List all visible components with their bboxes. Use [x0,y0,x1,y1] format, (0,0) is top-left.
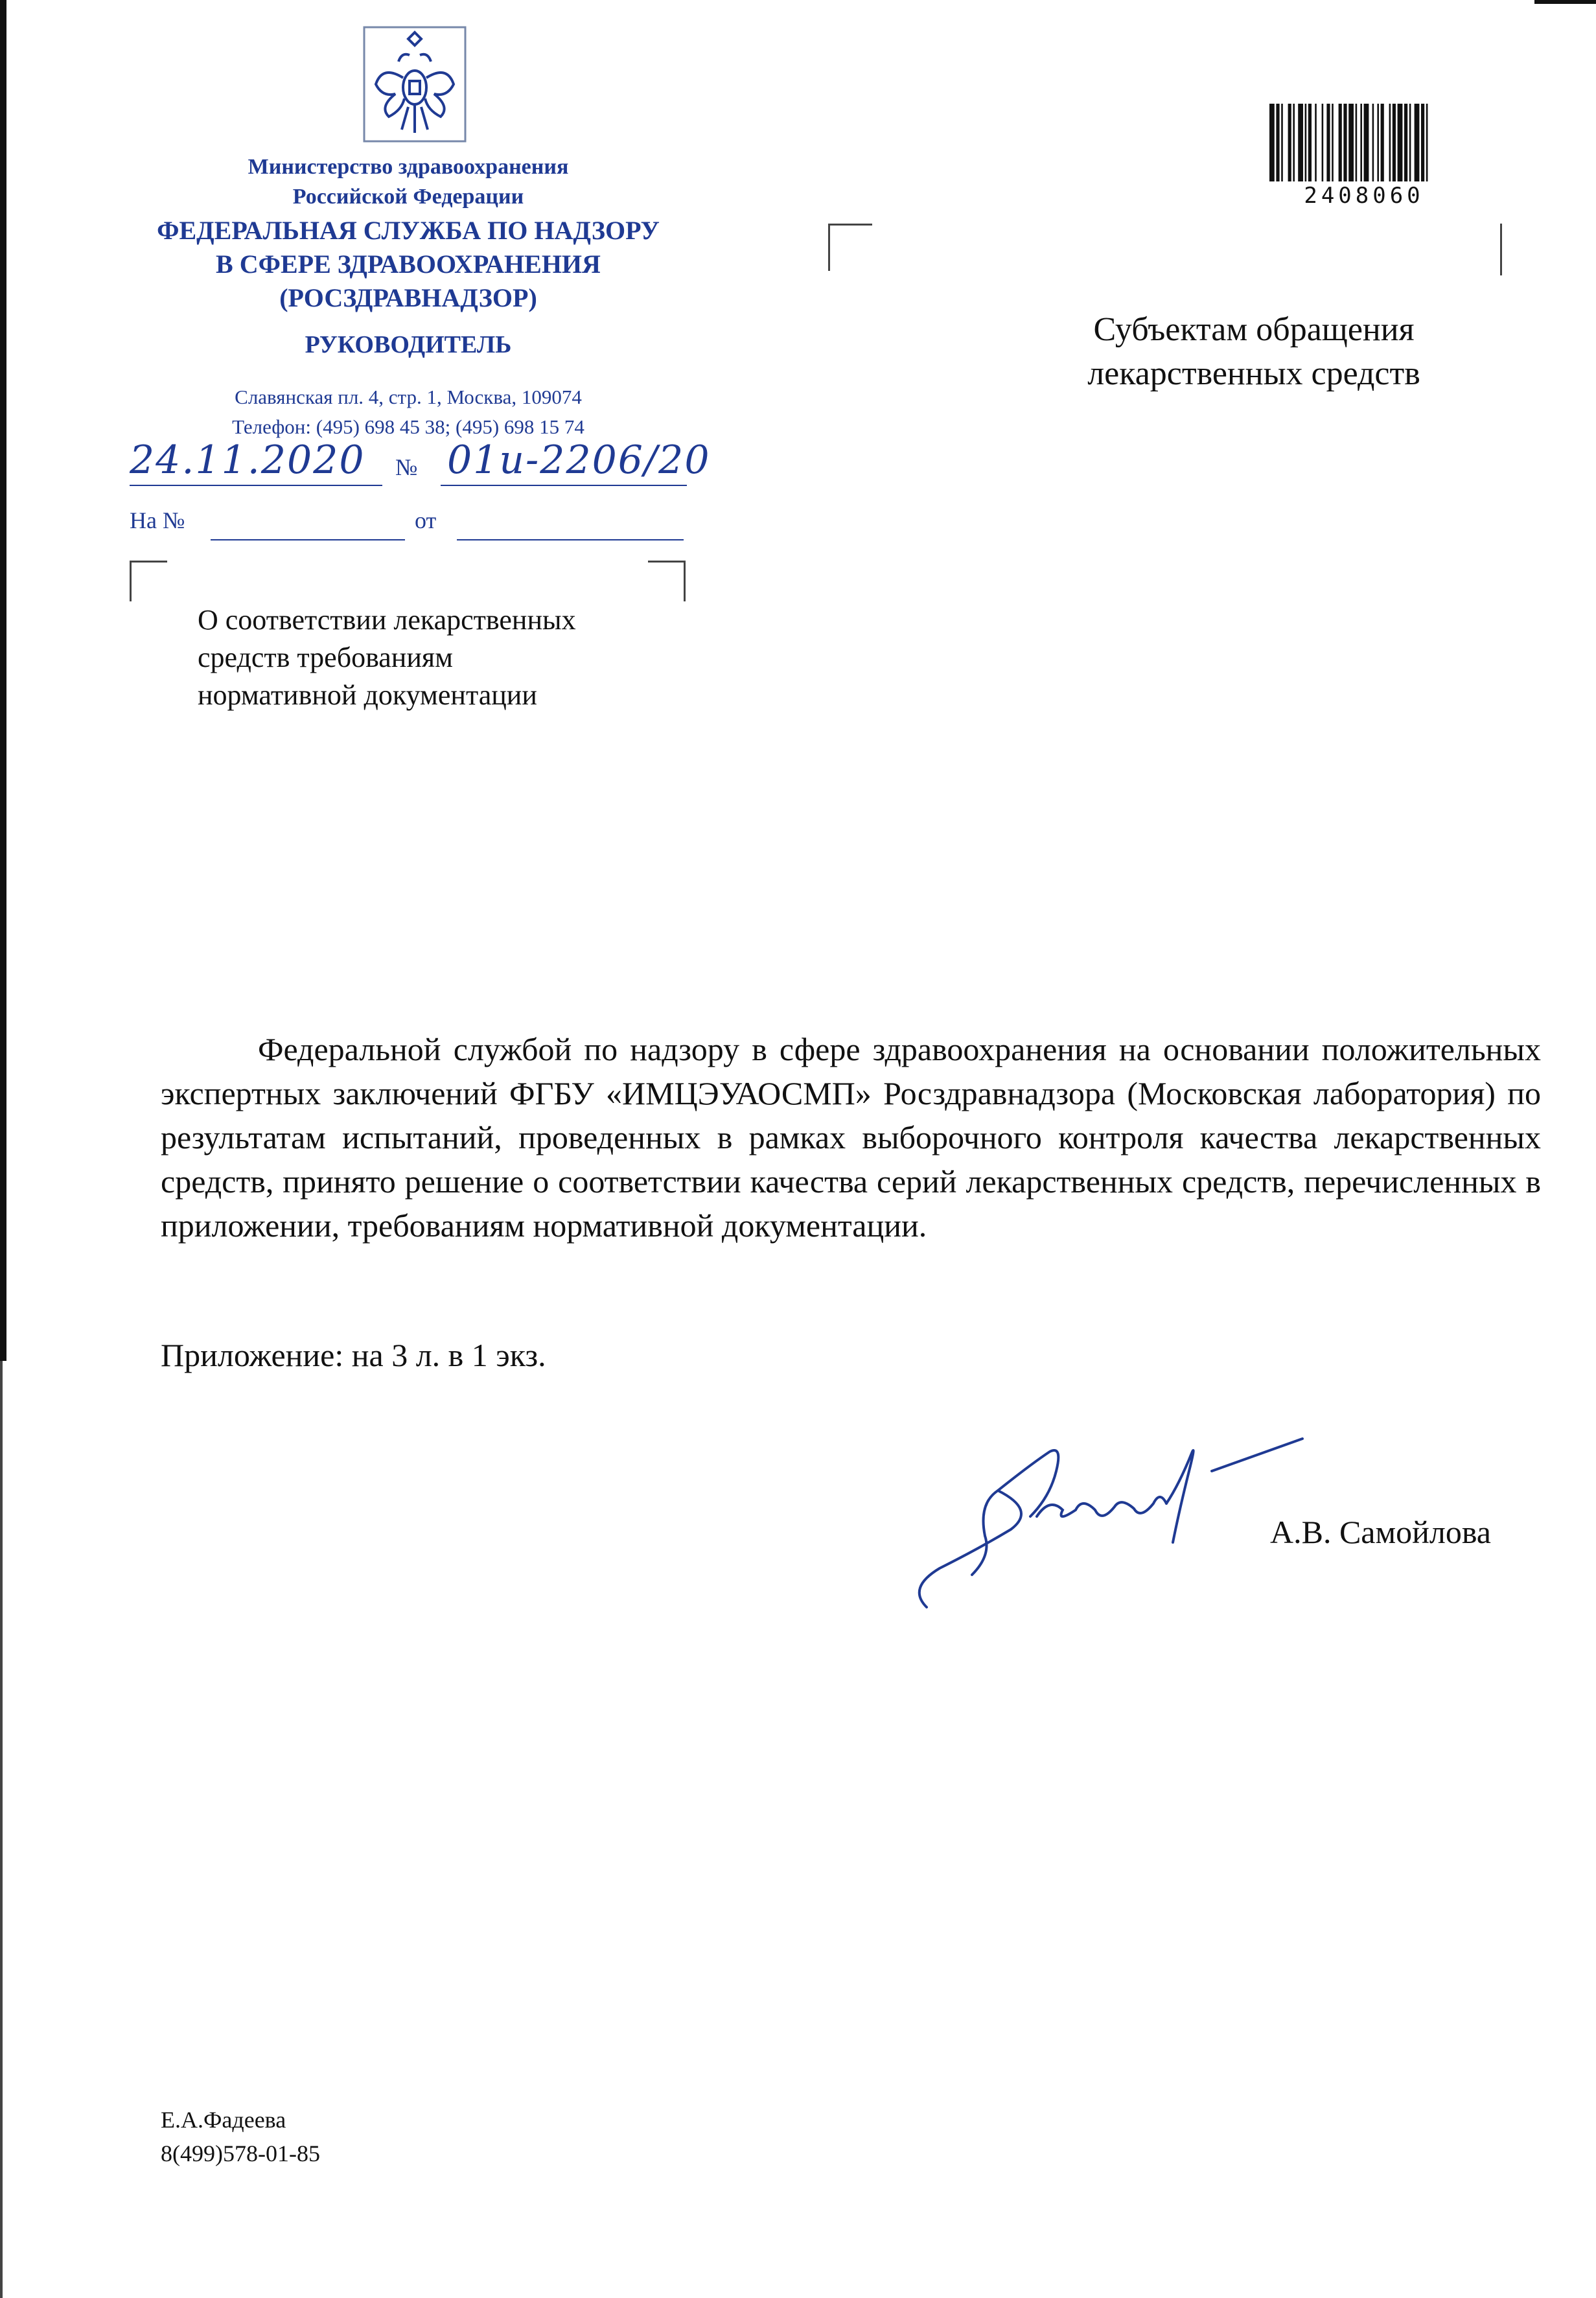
body-paragraph: Федеральной службой по надзору в сфере здравоохранения на основании положительных экспертных заключений ФГБУ «ИМЦЭУАОСМП» Росздравнадзора (Московская лаборатория) по результатам испытаний, проведенных в рамках выборочного контроля качества лекарственных средств, принято решение о соответствии качества серий лекарственных средств, перечисленных в приложении, требованиям нормативной документации. [161,1031,1541,1244]
executor-phone: 8(499)578-01-85 [161,2141,320,2166]
attachment-note: Приложение: на 3 л. в 1 экз. [161,1337,546,1373]
service-line-2: В СФЕРЕ ЗДРАВООХРАНЕНИЯ [216,250,601,279]
ministry-line-1: Министерство здравоохранения [248,155,569,179]
barcode-number: 2408060 [1304,183,1424,209]
signer-name: А.В. Самойлова [1270,1514,1491,1550]
number-sign: № [395,454,418,480]
scan-mark [1534,0,1596,4]
position-title: РУКОВОДИТЕЛЬ [305,331,512,358]
service-line-3: (РОСЗДРАВНАДЗОР) [279,283,537,312]
contact-block [117,382,700,442]
ministry-line-2: Российской Федерации [292,185,524,209]
from-label: от [415,507,437,533]
letter-body [161,1027,1541,1248]
addressee-bracket-right [1458,224,1502,275]
executor-name: Е.А.Фадеева [161,2107,286,2133]
executor-info [161,2103,320,2170]
phone: Телефон: (495) 698 45 38; (495) 698 15 74 [232,415,584,438]
registration-date: 24.11.2020 [130,437,365,483]
addressee-line-2: лекарственных средств [1087,355,1420,392]
address: Славянская пл. 4, стр. 1, Москва, 109074 [235,386,582,408]
subject-bracket-right [648,561,686,601]
service-name [117,214,700,315]
scan-edge-lower [0,1361,3,2298]
subject-bracket-left [130,561,167,601]
reference-underline [211,539,405,540]
coat-of-arms-emblem [363,26,467,143]
barcode [1267,104,1461,181]
reference-label: На № [130,507,185,533]
subject-line-3: нормативной документации [198,679,537,711]
addressee-bracket-left [828,224,872,271]
addressee-line-1: Субъектам обращения [1093,311,1415,348]
letter-subject [198,601,716,714]
from-underline [457,539,684,540]
addressee [1011,308,1497,396]
date-underline [130,485,382,486]
ministry-name [117,152,700,212]
service-line-1: ФЕДЕРАЛЬНАЯ СЛУЖБА ПО НАДЗОРУ [157,216,660,245]
registration-number: 01и-2206/20 [447,437,711,483]
handwritten-signature [901,1426,1322,1620]
subject-line-2: средств требованиям [198,642,453,673]
scan-edge [0,0,6,1361]
number-underline [441,485,687,486]
subject-line-1: О соответствии лекарственных [198,604,576,636]
